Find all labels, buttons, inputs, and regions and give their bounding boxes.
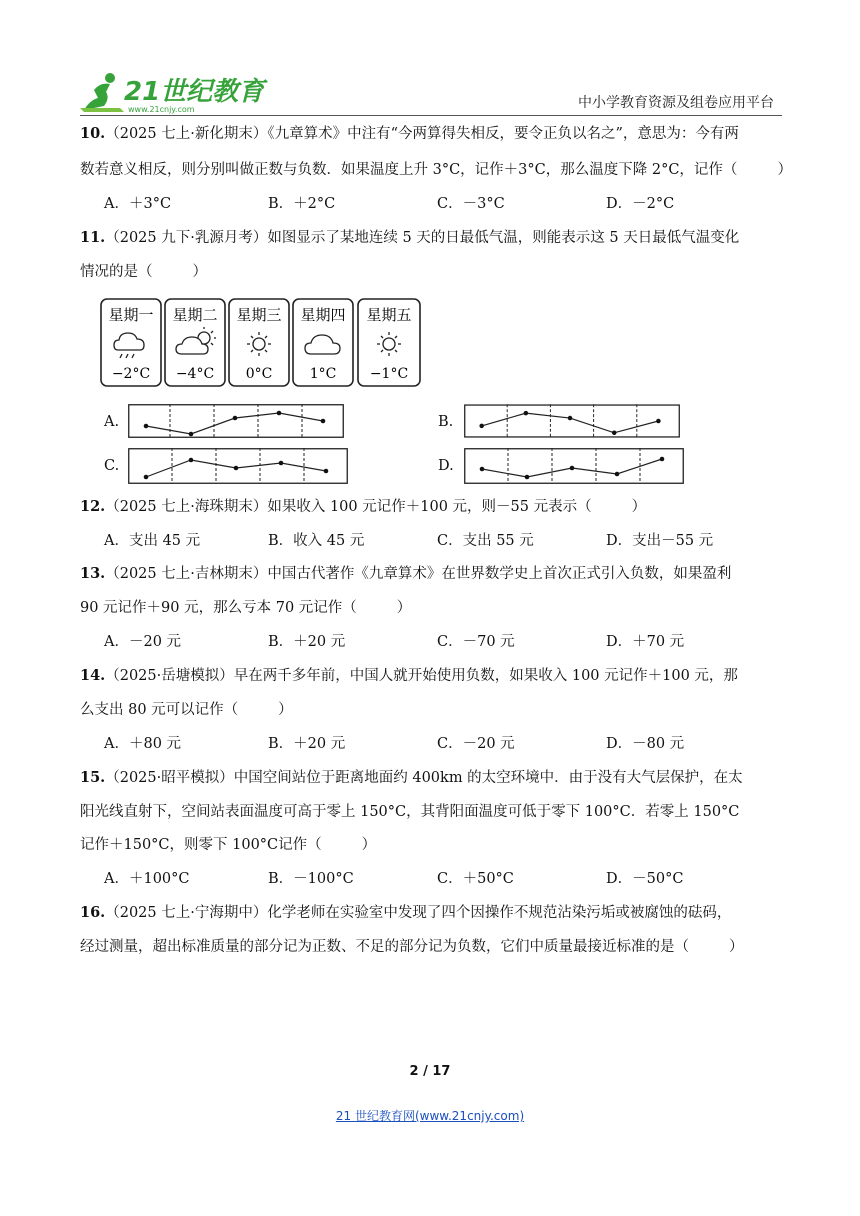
q15-line3: 记作＋150°C，则零下 100°C记作（ ）: [80, 837, 377, 853]
q10-option-a: A．＋3°C: [104, 196, 172, 212]
q11-line2: 情况的是（ ）: [80, 264, 207, 280]
svg-text:星期一: 星期一: [108, 306, 154, 324]
q15-option-a: A．＋100°C: [104, 871, 190, 887]
q12-option-d: D．支出－55 元: [606, 533, 714, 549]
weather-cards: [100, 298, 422, 388]
q13-line2: 90 元记作＋90 元，那么亏本 70 元记作（ ）: [80, 600, 412, 616]
cloudy-sun-icon: [176, 327, 216, 354]
svg-text:星期三: 星期三: [236, 306, 282, 324]
q16-line2: 经过测量，超出标准质量的部分记为正数、不足的部分记为负数，它们中质量最接近标准的是（ ）: [80, 939, 744, 955]
chart-option-b: [464, 404, 680, 438]
q15-line2: 阳光线直射下，空间站表面温度可高于零上 150°C，其背阳面温度可低于零下 100°C．若零上 150°C: [80, 804, 740, 820]
svg-text:星期五: 星期五: [366, 306, 412, 324]
q15-line1: 15.（2025·昭平模拟）中国空间站位于距离地面约 400km 的太空环境中．由于没有大气层保护，在太: [80, 769, 743, 786]
chart-option-d: [464, 448, 684, 484]
q14-option-c: C．－20 元: [437, 736, 515, 752]
svg-text:−2°C: −2°C: [111, 366, 151, 382]
q14-option-d: D．－80 元: [606, 736, 685, 752]
q12-option-b: B．收入 45 元: [268, 533, 365, 549]
q14-line1: 14.（2025·岳塘模拟）早在两千多年前，中国人就开始使用负数，如果收入 100 元记作＋100 元，那: [80, 667, 738, 684]
platform-name: 中小学教育资源及组卷应用平台: [578, 95, 774, 111]
q14-option-b: B．＋20 元: [268, 736, 346, 752]
q13-option-a: A．－20 元: [104, 634, 182, 650]
q14-option-a: A．＋80 元: [104, 736, 182, 752]
svg-text:−4°C: −4°C: [175, 366, 215, 382]
chart-option-b-label: B.: [438, 414, 454, 430]
page-number: 2 / 17: [409, 1064, 451, 1079]
day-card-mon: [101, 299, 161, 386]
sun-icon: [247, 332, 271, 356]
q12-line1: 12.（2025 七上·海珠期末）如果收入 100 元记作＋100 元，则－55 元表示（ ）: [80, 498, 647, 515]
q10-line2: 数若意义相反，则分别叫做正数与负数．如果温度上升 3°C，记作＋3°C，那么温度下降 2°C，记作（ ）: [80, 162, 792, 178]
sun-icon: [377, 332, 401, 356]
q12-option-c: C．支出 55 元: [437, 533, 534, 549]
svg-text:0°C: 0°C: [245, 366, 273, 382]
logo-text: 21世纪教育: [124, 77, 265, 107]
q13-option-d: D．＋70 元: [606, 634, 685, 650]
q15-option-d: D．－50°C: [606, 871, 684, 887]
logo-url: www.21cnjy.com: [128, 105, 195, 114]
q13-line1: 13.（2025 七上·吉林期末）中国古代著作《九章算术》在世界数学史上首次正式引入负数，如果盈利: [80, 565, 732, 582]
chart-option-d-label: D.: [438, 458, 454, 474]
q13-option-c: C．－70 元: [437, 634, 515, 650]
day-card-tue: [165, 299, 225, 386]
q10-line1: 10.（2025 七上·新化期末）《九章算术》中注有“今两算得失相反，要令正负以名之”，意思为：今有两: [80, 125, 739, 142]
day-card-thu: [293, 299, 353, 386]
cloud-icon: [305, 335, 340, 354]
chart-option-c-label: C.: [104, 458, 120, 474]
footer-link[interactable]: 21 世纪教育网(www.21cnjy.com): [335, 1109, 525, 1123]
svg-text:1°C: 1°C: [309, 366, 337, 382]
q15-option-c: C．＋50°C: [437, 871, 514, 887]
q15-option-b: B．－100°C: [268, 871, 354, 887]
svg-text:星期四: 星期四: [300, 306, 346, 324]
day-card-wed: [229, 299, 289, 386]
day-card-fri: [358, 299, 420, 386]
chart-option-a: [128, 404, 344, 438]
q16-line1: 16.（2025 七上·宁海期中）化学老师在实验室中发现了四个因操作不规范沾染污垢或被腐蚀的砝码，: [80, 904, 732, 921]
q10-option-d: D．－2°C: [606, 196, 675, 212]
rain-icon: [114, 333, 144, 358]
q11-line1: 11.（2025 九下·乳源月考）如图显示了某地连续 5 天的日最低气温，则能表示这 5 天日最低气温变化: [80, 229, 740, 246]
site-logo: [80, 70, 265, 114]
chart-option-a-label: A.: [104, 414, 120, 430]
svg-text:−1°C: −1°C: [369, 366, 409, 382]
header-divider: [80, 115, 782, 116]
q10-option-c: C．－3°C: [437, 196, 505, 212]
q10-option-b: B．＋2°C: [268, 196, 336, 212]
q14-line2: 么支出 80 元可以记作（ ）: [80, 702, 293, 718]
svg-text:星期二: 星期二: [172, 306, 218, 324]
q12-option-a: A．支出 45 元: [104, 533, 201, 549]
q13-option-b: B．＋20 元: [268, 634, 346, 650]
chart-option-c: [128, 448, 348, 484]
